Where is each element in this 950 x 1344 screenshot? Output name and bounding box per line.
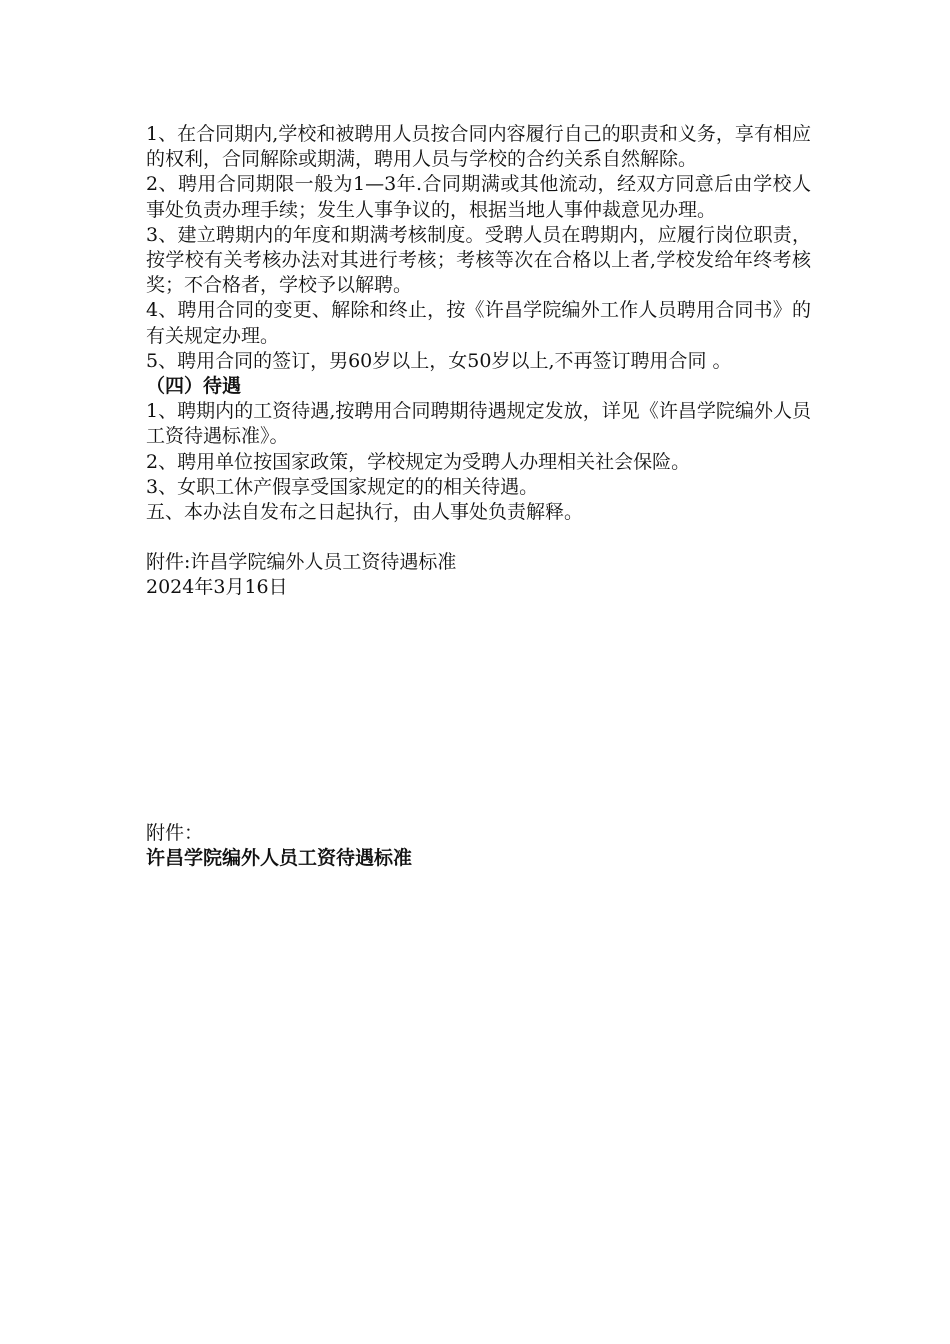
attachment-title: 许昌学院编外人员工资待遇标准: [146, 847, 413, 870]
treatment-item-2: 2、聘用单位按国家政策，学校规定为受聘人办理相关社会保险。: [146, 450, 691, 473]
contract-item-2: 2、聘用合同期限一般为1—3年.合同期满或其他流动，经双方同意后由学校人事处负责办理手续；发生人事争议的，根据当地人事仲裁意见办理。: [146, 173, 811, 221]
document-body: [146, 122, 811, 601]
attachment-section: [146, 821, 811, 871]
blank-line: [146, 525, 811, 550]
contract-item-4: 4、聘用合同的变更、解除和终止，按《许昌学院编外工作人员聘用合同书》的有关规定办理。: [146, 299, 811, 347]
contract-item-3: 3、建立聘期内的年度和期满考核制度。受聘人员在聘期内，应履行岗位职责，按学校有关考核办法对其进行考核；考核等次在合格以上者,学校发给年终考核奖；不合格者，学校予以解聘。: [146, 223, 811, 297]
contract-item-1: 1、在合同期内,学校和被聘用人员按合同内容履行自己的职责和义务，享有相应的权利，合同解除或期满，聘用人员与学校的合约关系自然解除。: [146, 123, 811, 171]
treatment-item-1: 1、聘期内的工资待遇,按聘用合同聘期待遇规定发放，详见《许昌学院编外人员工资待遇标准》。: [146, 400, 811, 448]
document-date: 2024年3月16日: [146, 576, 288, 599]
section-heading-treatment: （四）待遇: [146, 375, 242, 398]
attachment-note: 附件:许昌学院编外人员工资待遇标准: [146, 551, 457, 574]
contract-item-5: 5、聘用合同的签订，男60岁以上，女50岁以上,不再签订聘用合同 。: [146, 349, 732, 372]
treatment-item-3: 3、女职工休产假享受国家规定的的相关待遇。: [146, 475, 539, 498]
closing-clause: 五、本办法自发布之日起执行，由人事处负责解释。: [146, 501, 584, 524]
attachment-label: 附件：: [146, 822, 204, 844]
